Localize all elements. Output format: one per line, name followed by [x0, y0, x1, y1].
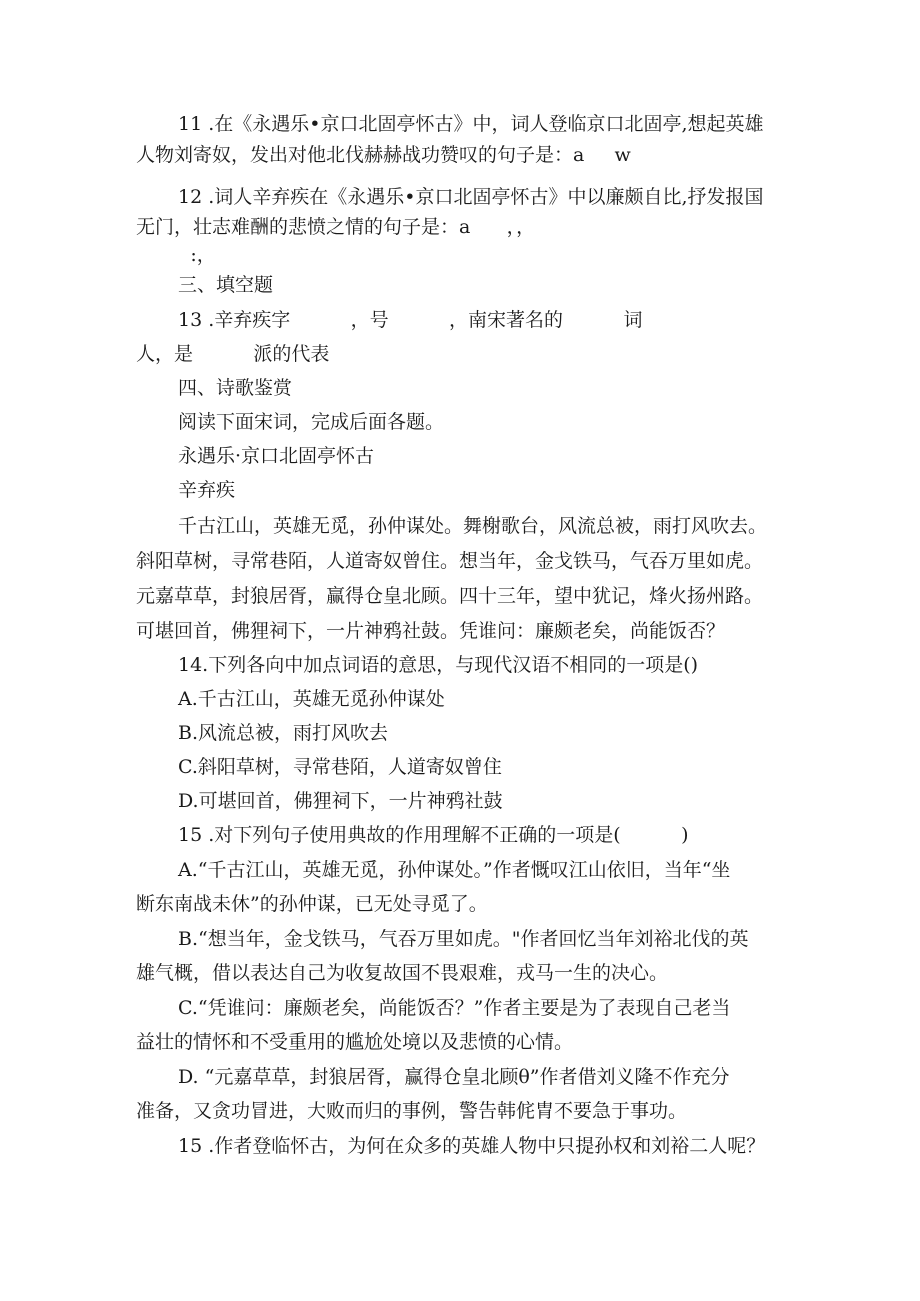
question-15-option-b-line-2: 雄气概，借以表达自己为收复故国不畏艰难，戎马一生的决心。 [136, 962, 669, 984]
question-12-line-2: 无门，壮志难酬的悲愤之情的句子是：a ，， [136, 216, 536, 238]
question-15-option-c-line-1: C.“凭谁问：廉颇老矣，尚能饭否？”作者主要是为了表现自己老当 [178, 997, 731, 1019]
question-14: 14.下列各向中加点词语的意思，与现代汉语不相同的一项是() [178, 654, 699, 676]
poem-line-1: 千古江山，英雄无觅，孙仲谋处。舞榭歌台，风流总被，雨打风吹去。 [178, 515, 768, 537]
poem-line-4: 可堪回首，佛狸祠下，一片神鸦社鼓。凭谁问：廉颇老矣，尚能饭否？ [136, 620, 726, 642]
question-15-option-d-line-1: D. “元嘉草草，封狼居胥，赢得仓皇北顾θ”作者借刘义隆不作充分 [178, 1066, 730, 1088]
question-14-option-a: A.千古江山，英雄无觅孙仲谋处 [178, 688, 445, 710]
question-15-option-b-line-1: B.“想当年，金戈铁马，气吞万里如虎。"作者回忆当年刘裕北伐的英 [178, 928, 749, 950]
question-14-option-d: D.可堪回首，佛狸祠下，一片神鸦社鼓 [178, 790, 503, 812]
question-13-line-1: 13 .辛弃疾字 ，号 ，南宋著名的 词 [178, 309, 643, 331]
poem-line-3: 元嘉草草，封狼居胥，赢得仓皇北顾。四十三年，望中犹记，烽火扬州路。 [136, 585, 764, 607]
poem-title: 永遇乐·京口北固亭怀古 [178, 445, 375, 467]
question-15-option-c-line-2: 益壮的情怀和不受重用的尴尬处境以及悲愤的心情。 [136, 1031, 574, 1053]
question-15-option-a-line-1: A.“千古江山，英雄无觅，孙仲谋处。”作者慨叹江山依旧，当年“坐 [178, 859, 731, 881]
question-15b: 15 .作者登临怀古，为何在众多的英雄人物中只提孙权和刘裕二人呢？ [178, 1135, 766, 1157]
question-15: 15 .对下列句子使用典故的作用理解不正确的一项是( ) [178, 824, 689, 846]
question-12-line-3: :， [136, 244, 216, 266]
poem-line-2: 斜阳草树，寻常巷陌，人道寄奴曾住。想当年，金戈铁马，气吞万里如虎。 [136, 550, 764, 572]
reading-instruction: 阅读下面宋词，完成后面各题。 [178, 411, 445, 433]
section-heading-fill-blank: 三、填空题 [178, 274, 274, 296]
question-11-line-2: 人物刘寄奴，发出对他北伐赫赫战功赞叹的句子是：a w [136, 144, 631, 166]
poem-author: 辛弃疾 [178, 479, 236, 501]
question-11-line-1: 11 .在《永遇乐•京口北固亭怀古》中，词人登临京口北固亭,想起英雄 [178, 113, 764, 135]
question-14-option-c: C.斜阳草树，寻常巷陌，人道寄奴曾住 [178, 756, 502, 778]
question-13-line-2: 人，是 派的代表 [136, 343, 330, 365]
question-15-option-d-line-2: 准备，又贪功冒进，大败而归的事例，警告韩侂胄不要急于事功。 [136, 1100, 688, 1122]
question-12-line-1: 12 .词人辛弃疾在《永遇乐•京口北固亭怀古》中以廉颇自比,抒发报国 [178, 186, 764, 208]
question-15-option-a-line-2: 断东南战未休”的孙仲谋，已无处寻觅了。 [136, 893, 488, 915]
question-14-option-b: B.风流总被，雨打风吹去 [178, 722, 389, 744]
section-heading-poetry: 四、诗歌鉴赏 [178, 377, 293, 399]
